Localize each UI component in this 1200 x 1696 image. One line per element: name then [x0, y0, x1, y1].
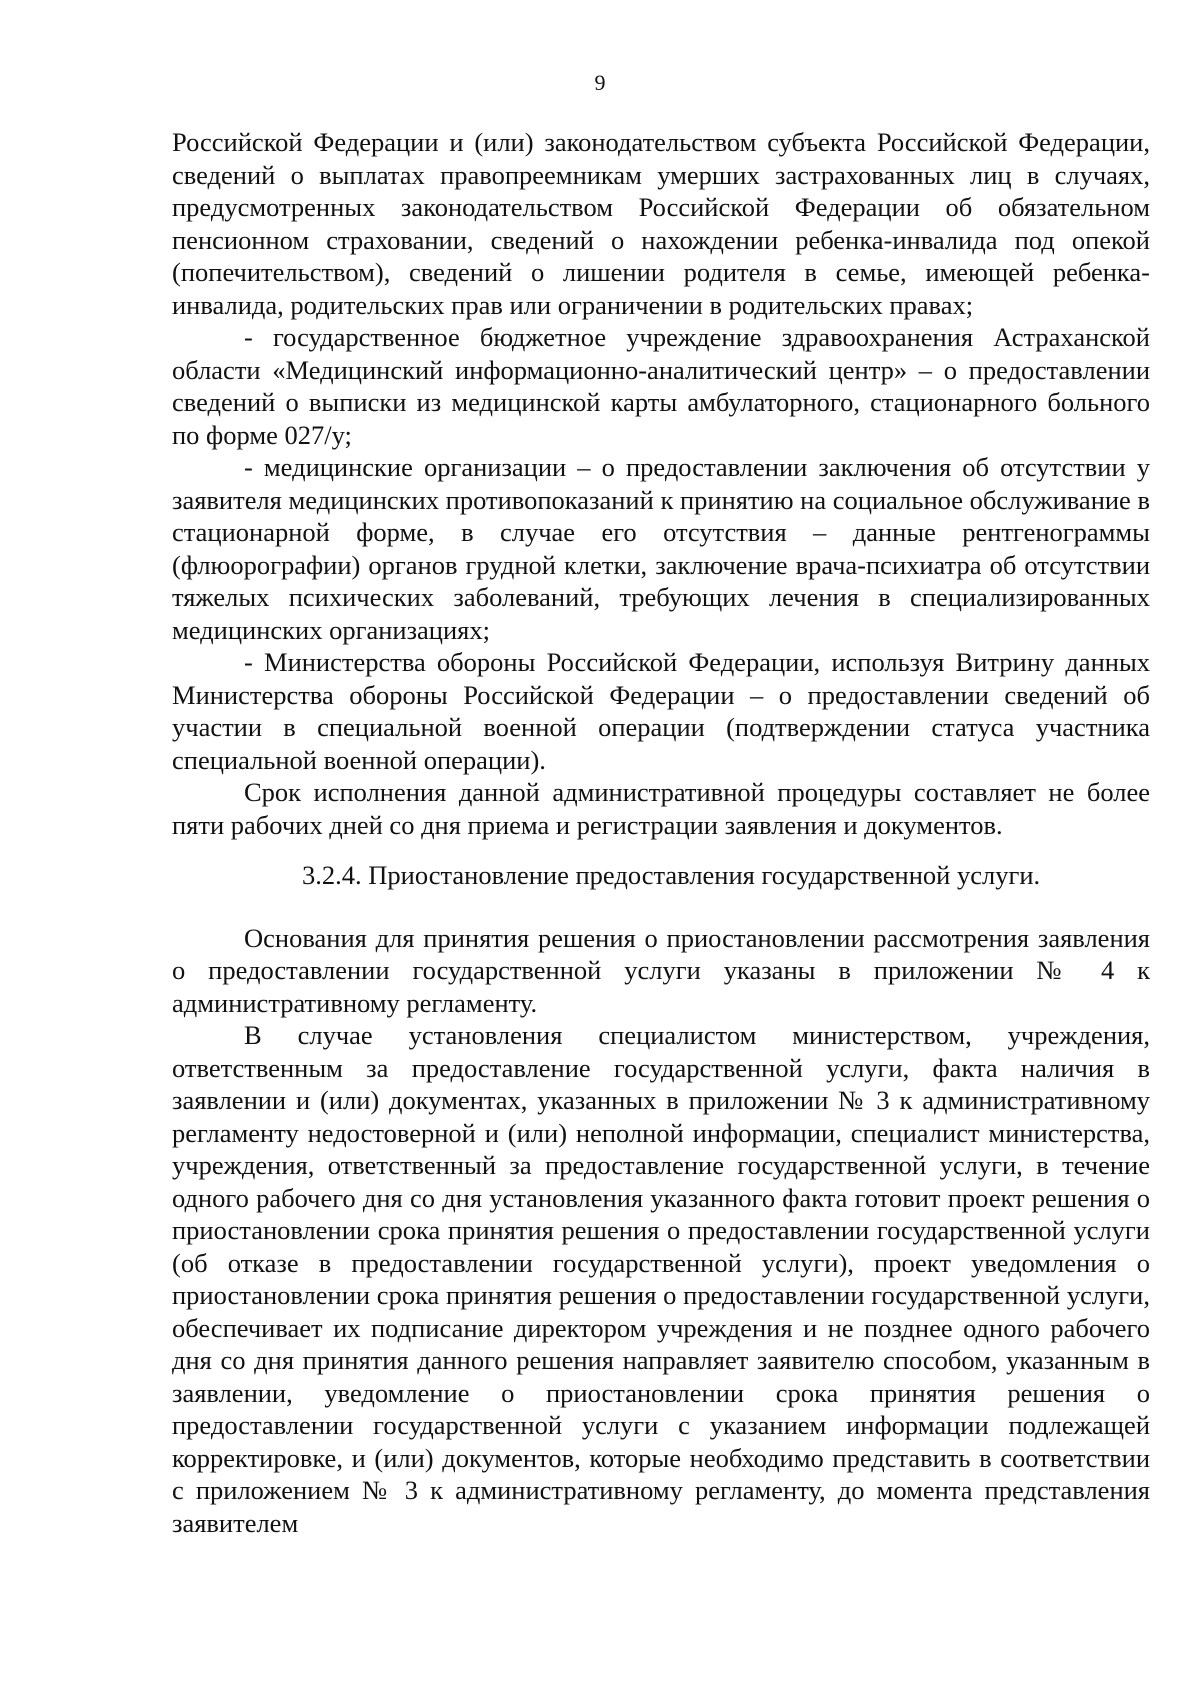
- paragraph-suspension-grounds: Основания для принятия решения о приостановлении рассмотрения заявления о предоставлении государственной услуги указаны в приложении № 4 к административному регламенту.: [172, 922, 1150, 1018]
- paragraph-procedure-deadline: Срок исполнения данной административной процедуры составляет не более пяти рабочих дней со дня приема и регистрации заявления и документов.: [172, 777, 1150, 840]
- paragraph-suspension-procedure: В случае установления специалистом министерством, учреждения, ответственным за предоставление государственной услуги, факта наличия в заявлении и (или) документах, указанных в приложении № 3 к административному регламенту недостоверной и (или) неполной информации, специалист министерства, учреждения, ответственный за предоставление государственной услуги, в течение одного рабочего дня со дня установления указанного факта готовит проект решения о приостановлении срока принятия решения о предоставлении государственной услуги (об отказе в предоставлении государственной услуги), проект уведомления о приостановлении срока принятия решения о предоставлении государственной услуги, обеспечивает их подписание директором учреждения и не позднее одного рабочего дня со дня принятия данного решения направляет заявителю способом, указанным в заявлении, уведомление о приостановлении срока принятия решения о предоставлении государственной услуги с указанием информации подлежащей корректировке, и (или) документов, которые необходимо представить в соответствии с приложением № 3 к административному регламенту, до момента представления заявителем: [172, 1020, 1150, 1538]
- paragraph-legislation-continuation: Российской Федерации и (или) законодательством субъекта Российской Федерации, сведений о выплатах правопреемникам умерших застрахованных лиц в случаях, предусмотренных законодательством Российской Федерации об обязательном пенсионном страховании, сведений о нахождении ребенка-инвалида под опекой (попечительством), сведений о лишении родителя в семье, имеющей ребенка-инвалида, родительских прав или ограничении в родительских правах;: [172, 127, 1150, 320]
- document-body: [172, 126, 1150, 1539]
- paragraph-medical-info-center: - государственное бюджетное учреждение здравоохранения Астраханской области «Медицинский информационно-аналитический центр» – о предоставлении сведений о выписки из медицинской карты амбулаторного, стационарного больного по форме 027/у;: [172, 322, 1150, 450]
- section-heading: 3.2.4. Приостановление предоставления государственной услуги.: [302, 860, 1041, 890]
- page-number: 9: [594, 70, 606, 95]
- paragraph-ministry-of-defense: - Министерства обороны Российской Федерации, используя Витрину данных Министерства обороны Российской Федерации – о предоставлении сведений об участии в специальной военной операции (подтверждении статуса участника специальной военной операции).: [172, 647, 1150, 775]
- paragraph-medical-organizations: - медицинские организации – о предоставлении заключения об отсутствии у заявителя медицинских противопоказаний к принятию на социальное обслуживание в стационарной форме, в случае его отсутствия – данные рентгенограммы (флюорографии) органов грудной клетки, заключение врача-психиатра об отсутствии тяжелых психических заболеваний, требующих лечения в специализированных медицинских организациях;: [172, 452, 1150, 645]
